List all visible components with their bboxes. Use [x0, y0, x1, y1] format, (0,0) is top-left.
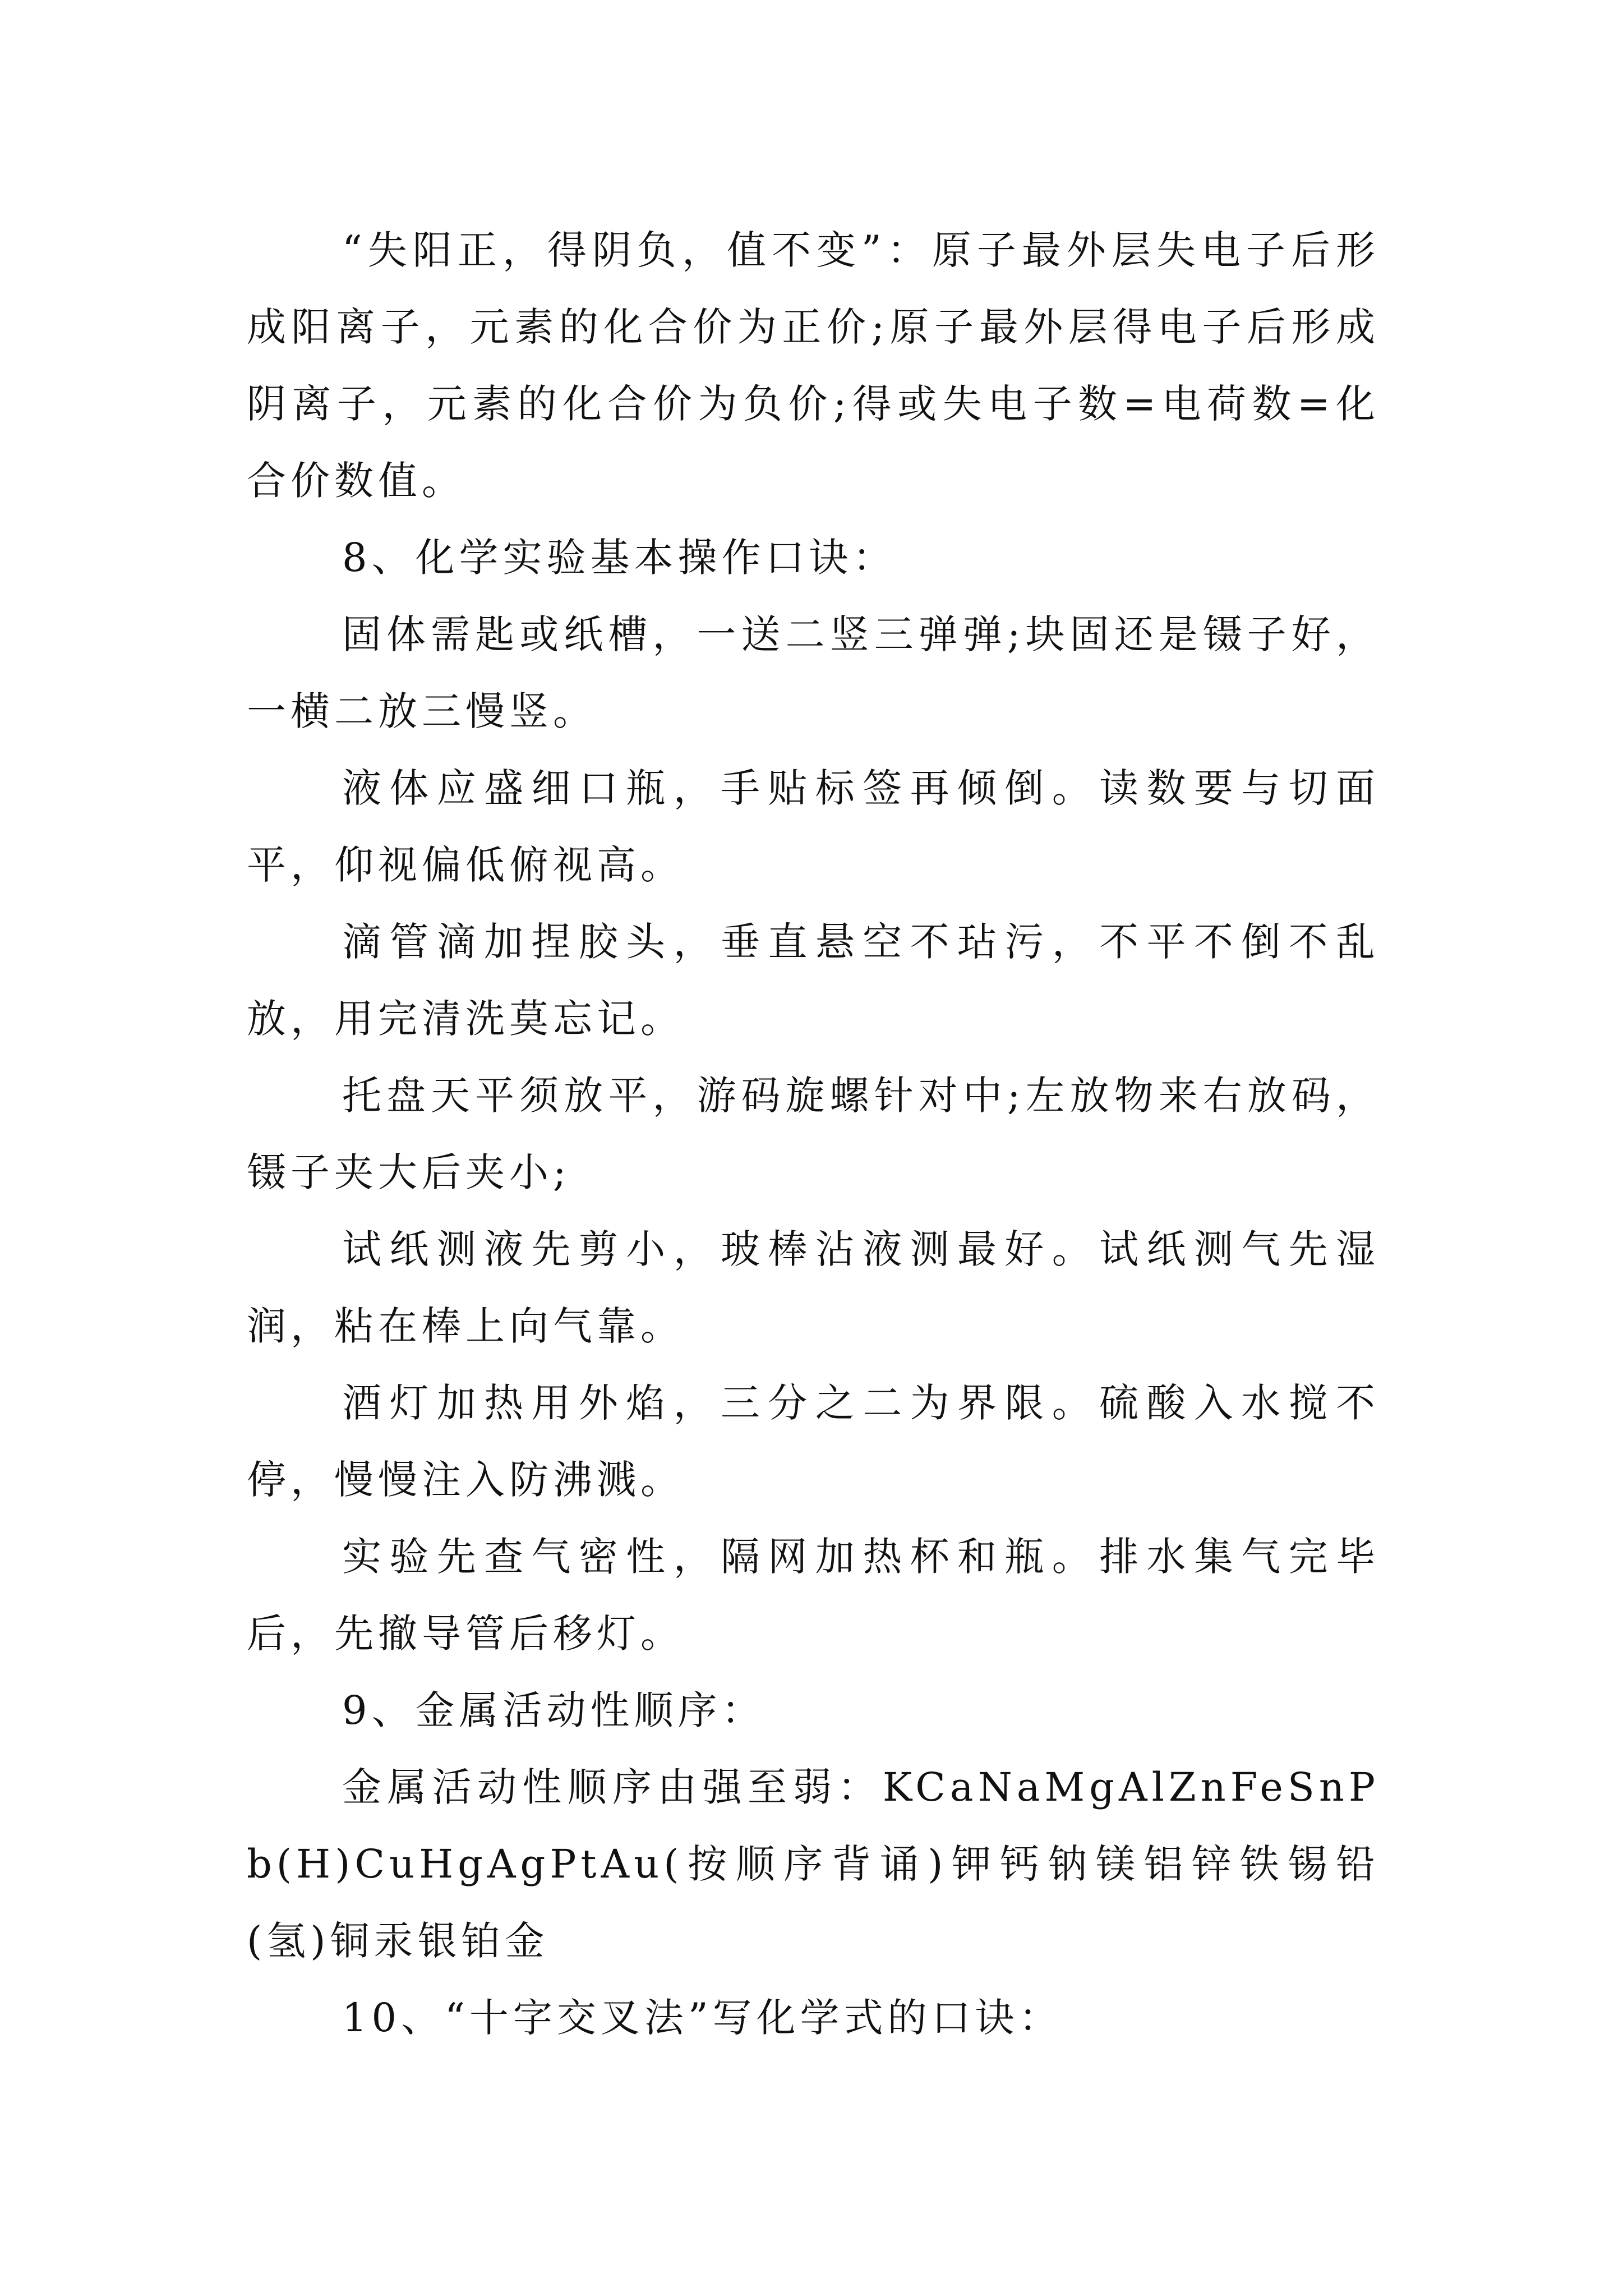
paragraph-dropper: 滴管滴加捏胶头，垂直悬空不玷污，不平不倒不乱放，用完清洗莫忘记。	[247, 919, 1380, 1042]
body-text	[247, 212, 1380, 2056]
heading-cross-method: 10、“十字交叉法”写化学式的口诀：	[342, 1995, 1063, 2041]
paragraph-balance: 托盘天平须放平，游码旋螺针对中;左放物来右放码，镊子夹大后夹小;	[247, 1073, 1380, 1195]
paragraph-metal-series: 金属活动性顺序由强至弱：KCaNaMgAlZnFeSnPb(H)CuHgAgPtAu(按顺序背诵)钾钙钠镁铝锌铁锡铅(氢)铜汞银铂金	[247, 1764, 1380, 1964]
paragraph-test-paper: 试纸测液先剪小，玻棒沾液测最好。试纸测气先湿润，粘在棒上向气靠。	[247, 1226, 1380, 1349]
paragraph-liquids: 液体应盛细口瓶，手贴标签再倾倒。读数要与切面平，仰视偏低俯视高。	[247, 765, 1380, 888]
paragraph-alcohol-lamp: 酒灯加热用外焰，三分之二为界限。硫酸入水搅不停，慢慢注入防沸溅。	[247, 1380, 1380, 1503]
paragraph-gas-collection: 实验先查气密性，隔网加热杯和瓶。排水集气完毕后，先撤导管后移灯。	[247, 1534, 1380, 1657]
heading-metal-activity: 9、金属活动性顺序：	[342, 1687, 766, 1733]
paragraph-valence-rule: “失阳正，得阴负，值不变”：原子最外层失电子后形成阳离子，元素的化合价为正价;原子最外层得电子后形成阴离子，元素的化合价为负价;得或失电子数=电荷数=化合价数值。	[247, 227, 1380, 504]
paragraph-solids: 固体需匙或纸槽，一送二竖三弹弹;块固还是镊子好，一横二放三慢竖。	[247, 611, 1380, 734]
heading-lab-operations: 8、化学实验基本操作口诀：	[342, 535, 897, 581]
